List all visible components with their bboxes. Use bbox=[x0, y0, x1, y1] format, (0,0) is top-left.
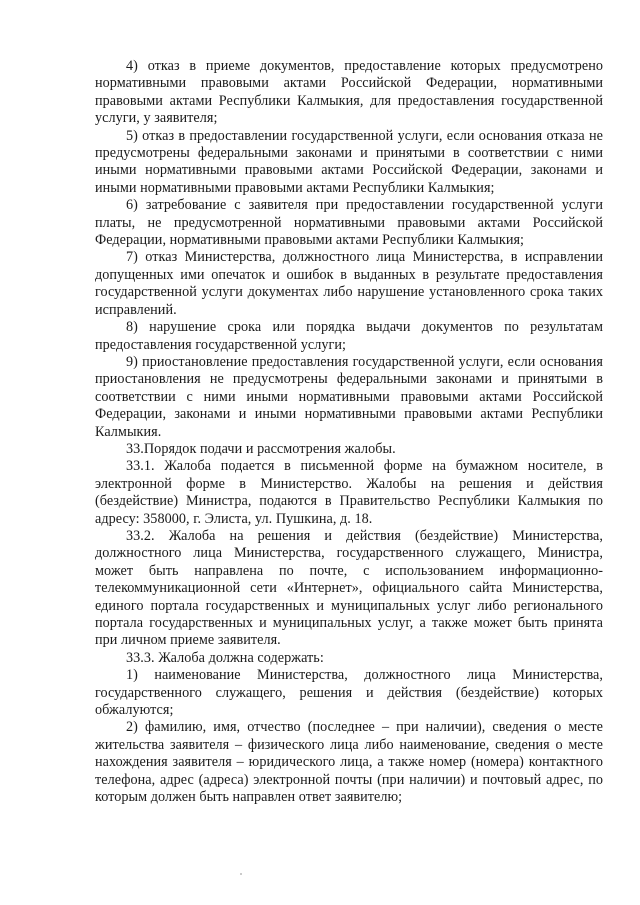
list-item-4: 4) отказ в приеме документов, предоставление которых предусмотрено нормативными правовыми актами Российской Федерации, нормативными правовыми актами Республики Калмыкия, для предоставления государственной услуги, у заявителя; bbox=[95, 58, 603, 127]
list-item-8: 8) нарушение срока или порядка выдачи документов по результатам предоставления государственной услуги; bbox=[95, 319, 603, 353]
list-item-9: 9) приостановление предоставления государственной услуги, если основания приостановления не предусмотрены федеральными законами и принятыми в соответствии с ними иными нормативными правовыми актами Российской Федерации, законами и иными нормативными правовыми актами Республики Калмыкия. bbox=[95, 353, 603, 440]
subitem-1: 1) наименование Министерства, должностного лица Министерства, государственного служащего, решения и действия (бездействие) которых обжалуются; bbox=[95, 667, 603, 719]
list-item-6: 6) затребование с заявителя при предоставлении государственной услуги платы, не предусмотренной нормативными правовыми актами Российской Федерации, нормативными правовыми актами Республики Калмыкия; bbox=[95, 197, 603, 249]
clause-33-1: 33.1. Жалоба подается в письменной форме на бумажном носителе, в электронной форме в Министерство. Жалобы на решения и действия (бездействие) Министра, подаются в Правительство Республики Калмыкия по адресу: 358000, г. Элиста, ул. Пушкина, д. 18. bbox=[95, 458, 603, 527]
scan-speck bbox=[240, 873, 242, 875]
clause-33-3: 33.3. Жалоба должна содержать: bbox=[126, 649, 324, 666]
clause-33-2: 33.2. Жалоба на решения и действия (бездействие) Министерства, должностного лица Министерства, государственного служащего, Министра, может быть направлена по почте, с использованием информационно-телекоммуникационной сети «Интернет», официального сайта Министерства, единого портала государственных и муниципальных услуг либо регионального портала государственных и муниципальных услуг, а также может быть принята при личном приеме заявителя. bbox=[95, 527, 603, 649]
section-heading-33: 33.Порядок подачи и рассмотрения жалобы. bbox=[126, 440, 396, 457]
document-page bbox=[95, 58, 603, 806]
list-item-5: 5) отказ в предоставлении государственной услуги, если основания отказа не предусмотрены федеральными законами и принятыми в соответствии с ними иными нормативными правовыми актами Российской Федерации, законами и иными нормативными правовыми актами Республики Калмыкия; bbox=[95, 127, 603, 196]
list-item-7: 7) отказ Министерства, должностного лица Министерства, в исправлении допущенных ими опечаток и ошибок в выданных в результате предоставления государственной услуги документах либо нарушение установленного срока таких исправлений. bbox=[95, 249, 603, 318]
subitem-2: 2) фамилию, имя, отчество (последнее – при наличии), сведения о месте жительства заявителя – физического лица либо наименование, сведения о месте нахождения заявителя – юридического лица, а также номер (номера) контактного телефона, адрес (адреса) электронной почты (при наличии) и почтовый адрес, по которым должен быть направлен ответ заявителю; bbox=[95, 719, 603, 806]
